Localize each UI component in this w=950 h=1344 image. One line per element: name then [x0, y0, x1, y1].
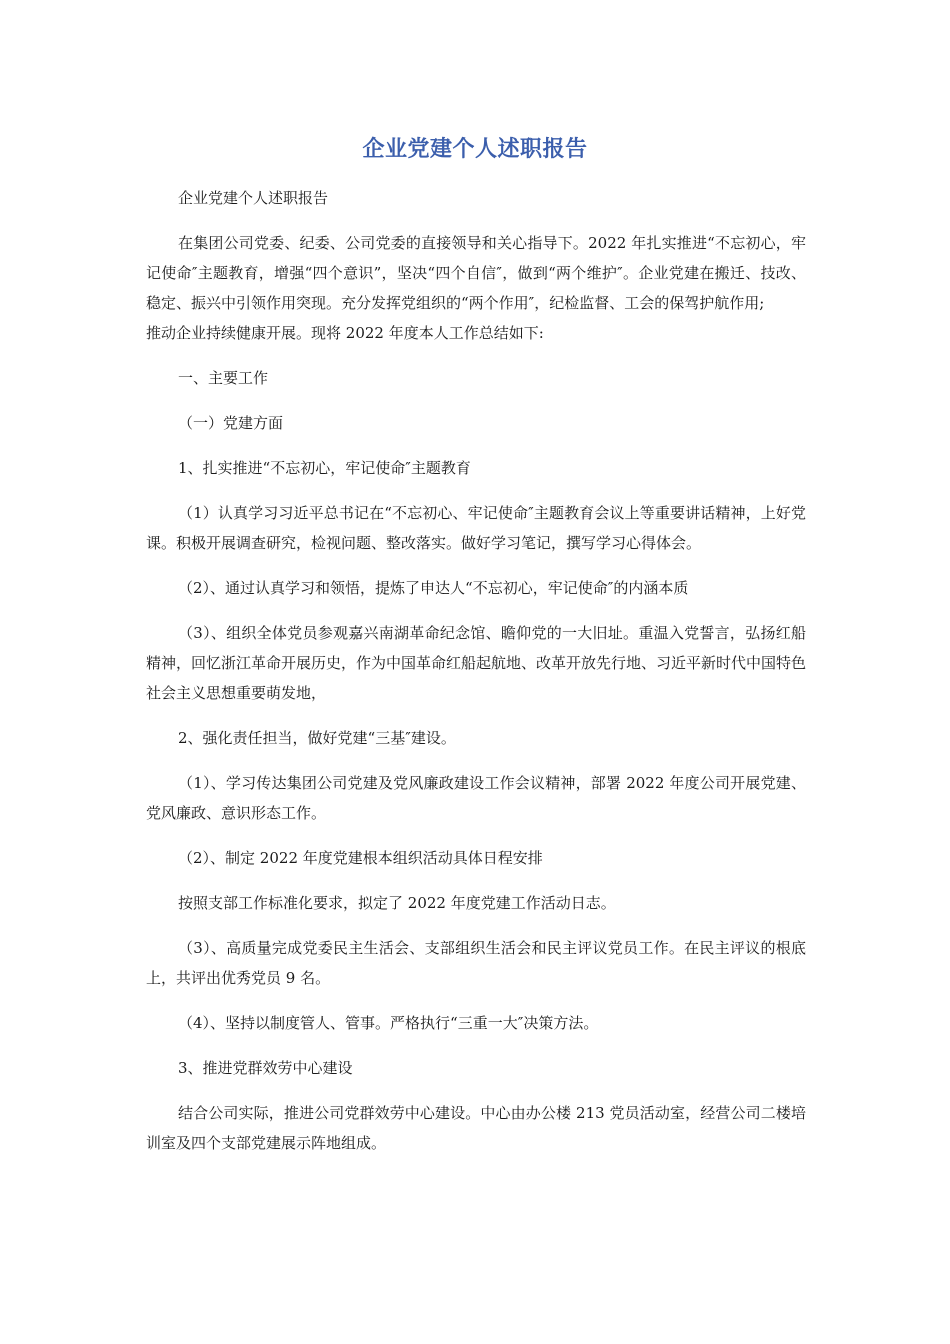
- paragraph: （3）、高质量完成党委民主生活会、支部组织生活会和民主评议党员工作。在民主评议的根底上，共评出优秀党员 9 名。: [146, 939, 806, 987]
- paragraph: （1）、学习传达集团公司党建及党风廉政建设工作会议精神，部署 2022 年度公司开展党建、党风廉政、意识形态工作。: [146, 774, 806, 822]
- document-title: 企业党建个人述职报告: [362, 136, 588, 162]
- paragraph: 企业党建个人述职报告: [178, 189, 329, 207]
- paragraph: 在集团公司党委、纪委、公司党委的直接领导和关心指导下。2022 年扎实推进“不忘初心，牢记使命″主题教育，增强“四个意识”，坚决“四个自信″，做到“两个维护″。企业党建在搬迁、技改、稳定、振兴中引领作用突现。充分发挥党组织的“两个作用″，纪检监督、工会的保驾护航作用;: [146, 234, 806, 312]
- item-heading: 3、推进党群效劳中心建设: [178, 1059, 353, 1077]
- paragraph: （1）认真学习习近平总书记在“不忘初心、牢记使命″主题教育会议上等重要讲话精神，上好党课。积极开展调查研究，检视问题、整改落实。做好学习笔记，撰写学习心得体会。: [146, 504, 806, 552]
- paragraph: 按照支部工作标准化要求，拟定了 2022 年度党建工作活动日志。: [178, 894, 616, 912]
- paragraph: （4）、坚持以制度管人、管事。严格执行“三重一大″决策方法。: [178, 1014, 599, 1032]
- paragraph: 推动企业持续健康开展。现将 2022 年度本人工作总结如下:: [146, 324, 544, 342]
- paragraph: （2）、制定 2022 年度党建根本组织活动具体日程安排: [178, 849, 543, 867]
- section-heading: 一、主要工作: [178, 369, 269, 387]
- item-heading: 1、扎实推进“不忘初心，牢记使命″主题教育: [178, 459, 471, 477]
- paragraph: （2）、通过认真学习和领悟，提炼了申达人“不忘初心，牢记使命″的内涵本质: [178, 579, 689, 597]
- paragraph: 结合公司实际，推进公司党群效劳中心建设。中心由办公楼 213 党员活动室，经营公司二楼培训室及四个支部党建展示阵地组成。: [146, 1104, 806, 1152]
- item-heading: 2、强化责任担当，做好党建“三基″建设。: [178, 729, 456, 747]
- paragraph: （3）、组织全体党员参观嘉兴南湖革命纪念馆、瞻仰党的一大旧址。重温入党誓言，弘扬红船精神，回忆浙江革命开展历史，作为中国革命红船起航地、改革开放先行地、习近平新时代中国特色社会主义思想重要萌发地，: [146, 624, 807, 702]
- subsection-heading: （一）党建方面: [178, 414, 284, 432]
- document-body: [146, 183, 806, 1173]
